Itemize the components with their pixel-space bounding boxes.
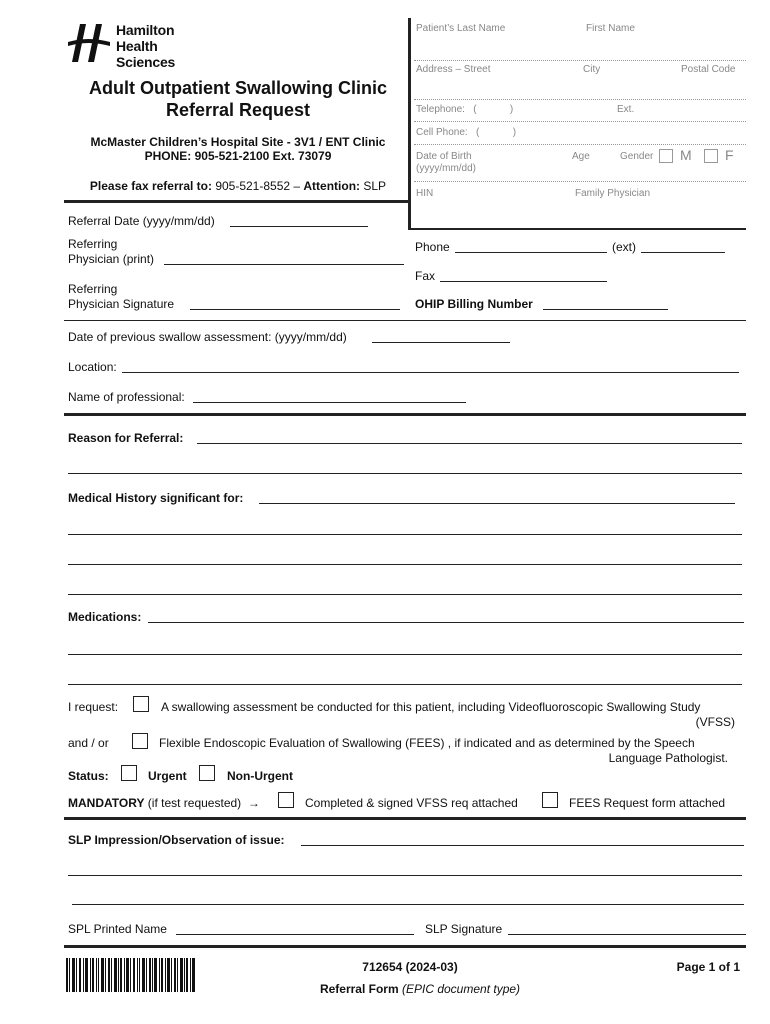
vfss-attached-label: Completed & signed VFSS req attached — [305, 796, 518, 810]
referring-physician-label-2: Physician (print) — [68, 252, 155, 266]
location-field[interactable] — [122, 372, 739, 373]
vfss-text-2: (VFSS) — [695, 715, 735, 729]
phone-label: Phone — [415, 240, 450, 254]
fax-label: Fax — [415, 269, 436, 283]
site-line: McMaster Children’s Hospital Site - 3V1 / ENT Clinic — [90, 135, 386, 149]
medical-history-line-3[interactable] — [68, 564, 742, 565]
form-title-line2: Referral Request — [165, 100, 311, 120]
logo-text-3: Sciences — [116, 54, 176, 70]
ext-label: Ext. — [617, 104, 635, 115]
ohip-label: OHIP Billing Number — [415, 297, 533, 311]
medical-history-line-4[interactable] — [68, 594, 742, 595]
non-urgent-label: Non-Urgent — [227, 769, 293, 783]
fax-field[interactable] — [440, 281, 607, 282]
professional-field[interactable] — [193, 402, 466, 403]
age-label: Age — [572, 151, 590, 162]
slp-impression-line-1[interactable] — [301, 845, 744, 846]
fees-text-2: Language Pathologist. — [608, 751, 728, 765]
gender-female-label: F — [725, 147, 734, 163]
fees-attached-label: FEES Request form attached — [569, 796, 726, 810]
referral-date-label: Referral Date (yyyy/mm/dd) — [68, 214, 215, 228]
medical-history-label: Medical History significant for: — [68, 491, 244, 505]
slp-impression-line-2[interactable] — [68, 875, 742, 876]
previous-assessment-date-field[interactable] — [372, 342, 510, 343]
logo-text-1: Hamilton — [116, 22, 175, 38]
urgent-label: Urgent — [148, 769, 187, 783]
phone-ext-field[interactable] — [641, 252, 725, 253]
referral-date-field[interactable] — [230, 226, 368, 227]
slp-signature-field[interactable] — [508, 934, 746, 935]
vfss-text: A swallowing assessment be conducted for this patient, including Videofluoroscopic Swallowing Study — [161, 700, 701, 714]
slp-impression-line-3[interactable] — [72, 904, 744, 905]
referring-physician-field[interactable] — [164, 264, 404, 265]
reason-label: Reason for Referral: — [68, 431, 184, 445]
cell-phone-label: Cell Phone: ( ) — [416, 127, 517, 138]
medical-history-line-1[interactable] — [259, 503, 735, 504]
vfss-checkbox[interactable] — [133, 696, 149, 712]
medications-line-1[interactable] — [148, 622, 744, 623]
clinic-phone: PHONE: 905-521-2100 Ext. 73079 — [144, 149, 332, 163]
medications-line-2[interactable] — [68, 654, 742, 655]
gender-label: Gender — [620, 151, 654, 162]
slp-printed-name-label: SPL Printed Name — [68, 922, 167, 936]
slp-impression-label: SLP Impression/Observation of issue: — [68, 833, 285, 847]
barcode-icon — [66, 958, 196, 992]
phone-ext-label: (ext) — [612, 240, 636, 254]
location-label: Location: — [68, 360, 117, 374]
slp-signature-label: SLP Signature — [425, 922, 503, 936]
previous-assessment-date-label: Date of previous swallow assessment: (yyyy/mm/dd) — [68, 330, 347, 344]
reason-field-line-1[interactable] — [197, 443, 742, 444]
phone-field[interactable] — [455, 252, 607, 253]
form-title-line1: Adult Outpatient Swallowing Clinic — [89, 78, 387, 98]
gender-male-label: M — [680, 147, 692, 163]
professional-label: Name of professional: — [68, 390, 185, 404]
medications-label: Medications: — [68, 610, 142, 624]
fees-attached-checkbox[interactable] — [542, 792, 558, 808]
first-name-label: First Name — [586, 23, 635, 34]
dob-label: Date of Birth — [416, 151, 472, 162]
fees-text: Flexible Endoscopic Evaluation of Swallowing (FEES) , if indicated and as determined by the Speech — [159, 736, 695, 750]
non-urgent-checkbox[interactable] — [199, 765, 215, 781]
fees-checkbox[interactable] — [132, 733, 148, 749]
referring-physician-label-1: Referring — [68, 237, 118, 251]
ohip-field[interactable] — [543, 309, 668, 310]
mandatory-label: MANDATORY (if test requested) → — [68, 796, 260, 810]
physician-signature-field[interactable] — [190, 309, 400, 310]
city-label: City — [583, 64, 601, 75]
vfss-attached-checkbox[interactable] — [278, 792, 294, 808]
form-code: 712654 (2024-03) — [362, 960, 458, 974]
form-type-line: Referral Form (EPIC document type) — [319, 982, 521, 996]
slp-printed-name-field[interactable] — [176, 934, 414, 935]
family-physician-label: Family Physician — [575, 188, 651, 199]
medical-history-line-2[interactable] — [68, 534, 742, 535]
gender-female-checkbox[interactable] — [704, 149, 718, 163]
patient-last-name-label: Patient’s Last Name — [416, 23, 506, 34]
gender-male-checkbox[interactable] — [659, 149, 673, 163]
urgent-checkbox[interactable] — [121, 765, 137, 781]
and-or-label: and / or — [68, 736, 109, 750]
physician-signature-label-2: Physician Signature — [68, 297, 175, 311]
logo-text-2: Health — [116, 38, 158, 54]
hin-label: HIN — [416, 188, 434, 199]
address-label: Address – Street — [416, 64, 491, 75]
physician-signature-label-1: Referring — [68, 282, 118, 296]
request-label: I request: — [68, 700, 119, 714]
reason-field-line-2[interactable] — [68, 473, 742, 474]
fax-instruction: Please fax referral to: 905-521-8552 – Attention: SLP — [89, 179, 387, 193]
medications-line-3[interactable] — [68, 684, 742, 685]
dob-format-label: (yyyy/mm/dd) — [416, 163, 476, 174]
status-label: Status: — [68, 769, 109, 783]
postal-code-label: Postal Code — [681, 64, 736, 75]
hamilton-health-logo-icon — [66, 22, 112, 64]
telephone-label: Telephone: ( ) — [416, 104, 514, 115]
page-number: Page 1 of 1 — [676, 960, 740, 974]
